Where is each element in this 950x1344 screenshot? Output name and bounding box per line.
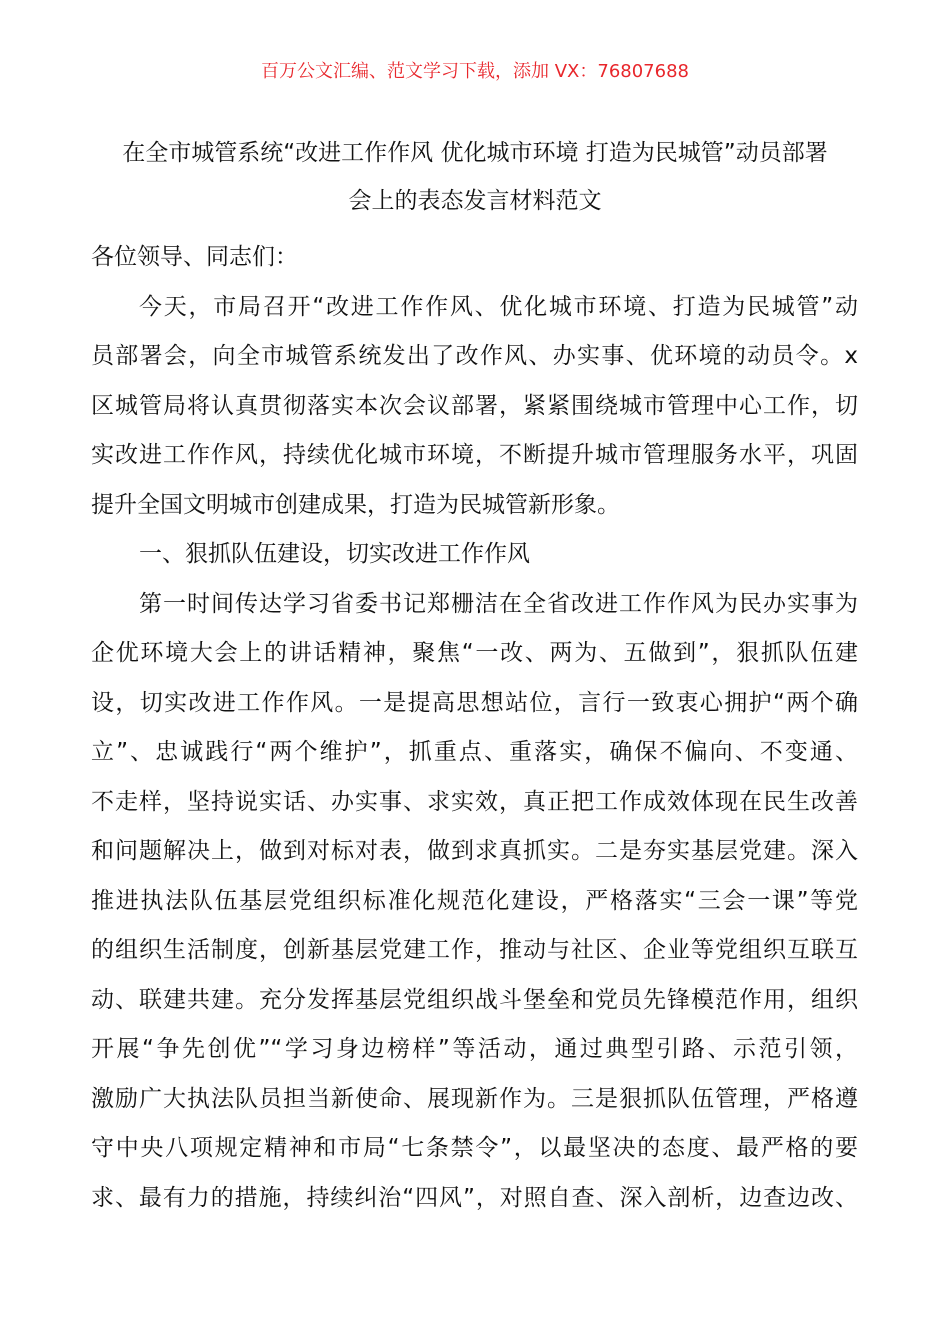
body-text-line: 开展“争先创优”“学习身边榜样”等活动，通过典型引路、示范引领， xyxy=(91,1036,858,1062)
body-text-line: 提升全国文明城市创建成果，打造为民城管新形象。 xyxy=(91,491,620,518)
body-text-line: 的组织生活制度，创新基层党建工作，推动与社区、企业等党组织互联互 xyxy=(91,937,858,963)
watermark-header: 百万公文汇编、范文学习下载，添加 VX：76807688 xyxy=(261,61,689,82)
body-text-line: 今天，市局召开“改进工作作风、优化城市环境、打造为民城管”动 xyxy=(139,293,858,320)
document-title-line-1: 在全市城管系统“改进工作作风 优化城市环境 打造为民城管”动员部署 xyxy=(122,140,828,166)
body-text-line: 设，切实改进工作作风。一是提高思想站位，言行一致衷心拥护“两个确 xyxy=(91,689,858,716)
body-text-line: 激励广大执法队员担当新使命、展现新作为。三是狠抓队伍管理，严格遵 xyxy=(91,1085,858,1112)
body-text-line: 员部署会，向全市城管系统发出了改作风、办实事、优环境的动员令。x xyxy=(91,343,858,369)
body-text-line: 不走样，坚持说实话、办实事、求实效，真正把工作成效体现在民生改善 xyxy=(91,788,858,815)
body-text-line: 动、联建共建。充分发挥基层党组织战斗堡垒和党员先锋模范作用，组织 xyxy=(91,986,858,1013)
section-heading: 一、狠抓队伍建设，切实改进工作作风 xyxy=(139,541,530,567)
document-title-line-2: 会上的表态发言材料范文 xyxy=(348,188,602,214)
body-text-line: 守中央八项规定精神和市局“七条禁令”，以最坚决的态度、最严格的要 xyxy=(91,1135,858,1161)
body-text-line: 求、最有力的措施，持续纠治“四风”，对照自查、深入剖析，边查边改、 xyxy=(91,1184,858,1211)
body-text-line: 区城管局将认真贯彻落实本次会议部署，紧紧围绕城市管理中心工作，切 xyxy=(91,392,858,419)
body-text-line: 推进执法队伍基层党组织标准化规范化建设，严格落实“三会一课”等党 xyxy=(91,887,858,914)
body-text-line: 企优环境大会上的讲话精神，聚焦“一改、两为、五做到”，狠抓队伍建 xyxy=(91,640,858,666)
body-text-line: 和问题解决上，做到对标对表，做到求真抓实。二是夯实基层党建。深入 xyxy=(91,838,858,864)
body-text-line: 实改进工作作风，持续优化城市环境，不断提升城市管理服务水平，巩固 xyxy=(91,442,858,468)
body-text-line: 立”、忠诚践行“两个维护”，抓重点、重落实，确保不偏向、不变通、 xyxy=(91,739,858,765)
body-text-line: 第一时间传达学习省委书记郑栅洁在全省改进工作作风为民办实事为 xyxy=(139,590,858,617)
salutation: 各位领导、同志们： xyxy=(91,244,298,270)
